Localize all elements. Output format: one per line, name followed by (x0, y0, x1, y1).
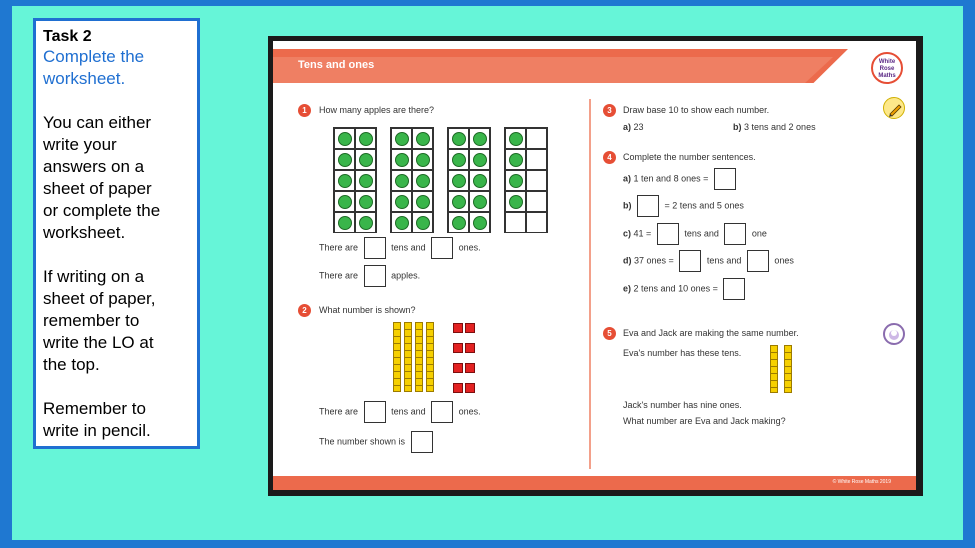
apple-icon (359, 216, 373, 230)
q2-answer-line-2 (319, 431, 436, 453)
ten-rod (770, 345, 778, 393)
text-line: write in pencil. (43, 421, 151, 440)
task-subtitle (43, 46, 190, 90)
part-label: d) (623, 255, 632, 266)
apple-icon (473, 216, 487, 230)
q5-question-text: What number are Eva and Jack making? (623, 416, 786, 426)
frame-cell (412, 128, 433, 149)
frame-cell (526, 149, 547, 170)
text: 37 ones = (634, 255, 674, 266)
question-number-1: 1 (298, 104, 311, 117)
apple-icon (473, 132, 487, 146)
apple-icon (338, 216, 352, 230)
frame-cell (355, 170, 376, 191)
pencil-icon (883, 97, 905, 119)
q4-part-c (623, 223, 767, 245)
answer-box[interactable] (364, 237, 386, 259)
text-line: the top. (43, 355, 100, 374)
part-label: c) (623, 228, 632, 239)
apple-icon (416, 132, 430, 146)
answer-box[interactable] (364, 265, 386, 287)
frame-cell (469, 128, 490, 149)
one-cube (465, 363, 475, 373)
one-cube (453, 343, 463, 353)
text-line: or complete the (43, 201, 161, 220)
text: tens and (391, 242, 426, 253)
answer-box[interactable] (723, 278, 745, 300)
apple-icon (416, 153, 430, 167)
one-cube (465, 343, 475, 353)
ten-frame (333, 127, 377, 233)
task-paragraph-lo (43, 266, 190, 376)
frame-cell (469, 170, 490, 191)
answer-box[interactable] (431, 237, 453, 259)
text: ones. (458, 242, 481, 253)
text-line: worksheet. (43, 223, 126, 242)
apple-icon (395, 132, 409, 146)
frame-cell (448, 191, 469, 212)
worksheet (273, 41, 916, 490)
answer-box[interactable] (431, 401, 453, 423)
apple-icon (452, 216, 466, 230)
frame-cell (469, 149, 490, 170)
ten-rod (415, 322, 423, 392)
q5-jack-text: Jack's number has nine ones. (623, 400, 742, 410)
ten-rod (393, 322, 401, 392)
part-label: e) (623, 283, 632, 294)
apple-icon (509, 153, 523, 167)
text: tens and (391, 406, 426, 417)
q5-eva-text: Eva's number has these tens. (623, 348, 742, 358)
text: 41 = (633, 228, 652, 239)
question-2-text: What number is shown? (319, 305, 416, 315)
apple-icon (395, 174, 409, 188)
frame-cell (505, 128, 526, 149)
frame-cell (412, 170, 433, 191)
text-line: sheet of paper, (43, 289, 156, 308)
apple-icon (452, 195, 466, 209)
ten-frame (447, 127, 491, 233)
q1-answer-line-2 (319, 265, 420, 287)
task-subtitle-line: Complete the (43, 47, 145, 66)
text-line: Remember to (43, 399, 146, 418)
apple-icon (452, 153, 466, 167)
frame-cell (334, 149, 355, 170)
part-label: b) (623, 200, 632, 211)
answer-box[interactable] (364, 401, 386, 423)
frame-cell (448, 128, 469, 149)
apple-icon (359, 132, 373, 146)
frame-cell (469, 191, 490, 212)
question-number-2: 2 (298, 304, 311, 317)
frame-cell (391, 128, 412, 149)
task-subtitle-line: worksheet. (43, 69, 126, 88)
ten-rod (784, 345, 792, 393)
text: ones (774, 255, 794, 266)
ten-rod (426, 322, 434, 392)
task-paragraph-pencil (43, 398, 190, 442)
text-line: remember to (43, 311, 140, 330)
answer-box[interactable] (747, 250, 769, 272)
task-panel (33, 18, 200, 449)
answer-box[interactable] (411, 431, 433, 453)
question-5-text: Eva and Jack are making the same number. (623, 328, 799, 338)
frame-cell (412, 212, 433, 233)
text: 3 tens and 2 ones (744, 122, 816, 132)
q3-part-a (623, 122, 644, 132)
q4-part-e (623, 278, 748, 300)
text: The number shown is (319, 436, 406, 447)
copyright-text: © White Rose Maths 2019 (832, 479, 891, 485)
q4-part-d (623, 250, 794, 272)
logo-text: Rose (879, 66, 895, 72)
text: tens and (684, 228, 719, 239)
ten-frame (504, 127, 548, 233)
answer-box[interactable] (714, 168, 736, 190)
frame-cell (448, 212, 469, 233)
q2-answer-line-1 (319, 401, 481, 423)
text: There are (319, 406, 359, 417)
frame-cell (505, 191, 526, 212)
frame-cell (505, 170, 526, 191)
text-line: You can either (43, 113, 152, 132)
frame-cell (391, 191, 412, 212)
text-line: If writing on a (43, 267, 145, 286)
apple-icon (473, 174, 487, 188)
one-cube (465, 383, 475, 393)
apple-icon (338, 153, 352, 167)
logo-text: Maths (878, 73, 896, 79)
q4-part-a (623, 168, 739, 190)
slide-bottom-border (0, 540, 975, 548)
apple-icon (473, 195, 487, 209)
apple-icon (416, 216, 430, 230)
frame-cell (334, 128, 355, 149)
text: one (751, 228, 767, 239)
frame-cell (526, 170, 547, 191)
answer-box[interactable] (657, 223, 679, 245)
apple-icon (359, 174, 373, 188)
text: apples. (391, 270, 421, 281)
part-label: a) (623, 122, 632, 132)
column-divider (589, 99, 591, 469)
worksheet-title: Tens and ones (298, 59, 375, 71)
question-3-text: Draw base 10 to show each number. (623, 105, 770, 115)
text-line: sheet of paper (43, 179, 152, 198)
text: There are (319, 270, 359, 281)
text: tens and (706, 255, 742, 266)
frame-cell (526, 191, 547, 212)
answer-box[interactable] (679, 250, 701, 272)
q1-answer-line-1 (319, 237, 481, 259)
text-line: write your (43, 135, 117, 154)
question-number-3: 3 (603, 104, 616, 117)
frame-cell (505, 212, 526, 233)
apple-icon (416, 174, 430, 188)
frame-cell (391, 170, 412, 191)
frame-cell (355, 212, 376, 233)
apple-icon (509, 132, 523, 146)
apple-icon (338, 132, 352, 146)
part-label: b) (733, 122, 742, 132)
text: = 2 tens and 5 ones (664, 200, 744, 211)
question-1-text: How many apples are there? (319, 105, 435, 115)
apple-icon (416, 195, 430, 209)
frame-cell (391, 212, 412, 233)
text-line: answers on a (43, 157, 145, 176)
frame-cell (334, 170, 355, 191)
frame-cell (355, 149, 376, 170)
apple-icon (359, 195, 373, 209)
one-cube (453, 383, 463, 393)
worksheet-footer (273, 476, 916, 490)
text: ones. (458, 406, 481, 417)
one-cube (453, 323, 463, 333)
apple-icon (395, 153, 409, 167)
ten-frame (390, 127, 434, 233)
text: 2 tens and 10 ones = (633, 283, 718, 294)
frame-cell (412, 191, 433, 212)
apple-icon (452, 174, 466, 188)
q4-part-b (623, 195, 744, 217)
apple-icon (395, 195, 409, 209)
task-title: Task 2 (43, 28, 92, 45)
one-cube (465, 323, 475, 333)
apple-icon (473, 153, 487, 167)
answer-box[interactable] (724, 223, 746, 245)
task-paragraph-answers (43, 112, 190, 244)
text: 1 ten and 8 ones = (633, 173, 709, 184)
frame-cell (448, 149, 469, 170)
ten-rod (404, 322, 412, 392)
apple-icon (395, 216, 409, 230)
question-number-4: 4 (603, 151, 616, 164)
frame-cell (355, 128, 376, 149)
logo-text: White (878, 59, 896, 65)
apple-icon (338, 174, 352, 188)
apple-icon (359, 153, 373, 167)
frame-cell (391, 149, 412, 170)
frame-cell (412, 149, 433, 170)
q3-part-b (733, 122, 816, 132)
frame-cell (526, 212, 547, 233)
part-label: a) (623, 173, 632, 184)
question-4-text: Complete the number sentences. (623, 152, 756, 162)
frame-cell (526, 128, 547, 149)
apple-icon (509, 174, 523, 188)
frame-cell (334, 212, 355, 233)
text-line: write the LO at (43, 333, 154, 352)
frame-cell (505, 149, 526, 170)
apple-icon (452, 132, 466, 146)
frame-cell (469, 212, 490, 233)
frame-cell (334, 191, 355, 212)
answer-box[interactable] (637, 195, 659, 217)
frame-cell (355, 191, 376, 212)
thinking-icon (883, 323, 905, 345)
white-rose-logo (871, 52, 903, 84)
text: There are (319, 242, 359, 253)
apple-icon (509, 195, 523, 209)
apple-icon (338, 195, 352, 209)
text: 23 (633, 122, 644, 132)
question-number-5: 5 (603, 327, 616, 340)
frame-cell (448, 170, 469, 191)
one-cube (453, 363, 463, 373)
